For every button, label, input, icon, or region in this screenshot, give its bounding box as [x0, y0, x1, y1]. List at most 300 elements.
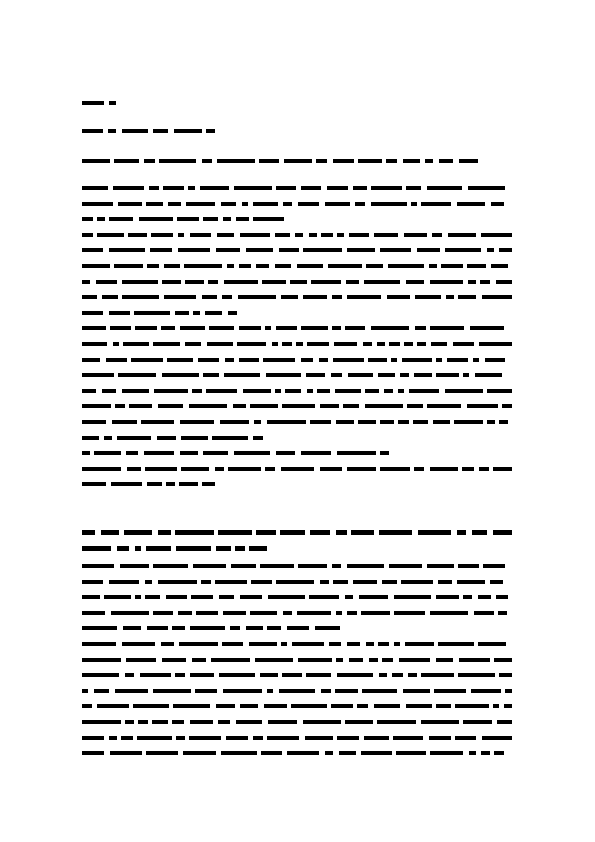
redacted-word [353, 186, 367, 190]
redacted-word [158, 404, 183, 408]
redacted-word [355, 202, 365, 206]
redacted-word [102, 295, 118, 299]
redacted-word [483, 564, 505, 568]
redacted-word [175, 311, 189, 315]
redacted-word [144, 451, 174, 455]
redacted-word [240, 704, 258, 708]
redacted-word [457, 580, 485, 584]
redacted-word [335, 689, 358, 693]
redacted-word [215, 467, 224, 471]
redacted-word [190, 720, 213, 724]
redacted-word [125, 720, 134, 724]
redacted-word [333, 358, 364, 362]
redacted-word [82, 264, 110, 268]
redacted-word [487, 420, 495, 424]
redacted-word [436, 658, 453, 662]
redacted-word [307, 389, 313, 393]
redacted-word [240, 233, 270, 237]
redacted-word [282, 673, 302, 677]
text-line [82, 262, 512, 270]
redacted-word [217, 159, 255, 163]
redacted-word [175, 530, 214, 535]
redacted-word [337, 233, 344, 237]
redacted-word [82, 689, 88, 693]
redacted-word [82, 467, 121, 471]
redacted-word [117, 436, 151, 440]
redacted-word [97, 233, 124, 237]
redacted-word [374, 704, 400, 708]
redacted-word [203, 373, 219, 377]
redacted-word [82, 626, 117, 630]
redacted-word [337, 736, 359, 740]
redacted-word [498, 611, 507, 615]
redacted-word [418, 530, 451, 535]
redacted-word [371, 326, 409, 330]
text-line [82, 184, 512, 192]
redacted-word [479, 342, 512, 346]
redacted-word [161, 642, 174, 646]
redacted-word [369, 658, 378, 662]
redacted-word [211, 658, 250, 662]
redacted-word [106, 358, 127, 362]
redacted-word [459, 658, 490, 662]
redacted-word [493, 530, 512, 535]
redacted-word [362, 689, 397, 693]
redacted-word [406, 280, 424, 284]
redacted-word [298, 658, 332, 662]
redacted-word [202, 482, 215, 486]
redacted-word [253, 436, 263, 440]
redacted-word [113, 342, 119, 346]
redacted-word [114, 264, 143, 268]
redacted-word [455, 704, 489, 708]
redacted-word [487, 389, 512, 393]
redacted-word [256, 264, 269, 268]
text-line [82, 656, 512, 664]
redacted-word [166, 595, 187, 599]
redacted-word [183, 751, 216, 755]
redacted-word [164, 295, 196, 299]
redacted-word [481, 751, 490, 755]
redacted-word [109, 736, 117, 740]
redacted-word [361, 611, 390, 615]
text-line [82, 749, 512, 757]
text-line [82, 609, 512, 617]
text-line [82, 324, 512, 332]
redacted-word [216, 546, 231, 551]
redacted-word [406, 186, 421, 190]
redacted-word [82, 280, 90, 284]
redacted-word [438, 642, 474, 646]
text-line [82, 434, 263, 442]
redacted-word [180, 451, 198, 455]
redacted-word [276, 326, 297, 330]
redacted-word [260, 673, 278, 677]
redacted-word [445, 248, 481, 252]
redacted-word [434, 689, 466, 693]
redacted-word [240, 595, 262, 599]
redacted-word [421, 673, 454, 677]
redacted-word [471, 689, 501, 693]
redacted-word [438, 580, 452, 584]
redacted-word [216, 248, 240, 252]
redacted-word [473, 358, 479, 362]
redacted-word [316, 159, 327, 163]
redacted-word [411, 202, 417, 206]
redacted-word [135, 546, 141, 551]
redacted-word [94, 451, 121, 455]
redacted-word [118, 202, 142, 206]
redacted-word [206, 129, 215, 133]
redacted-word [430, 280, 463, 284]
redacted-word [331, 704, 353, 708]
redacted-word [82, 129, 103, 133]
redacted-word [179, 482, 198, 486]
redacted-word [309, 595, 339, 599]
text-line [82, 545, 267, 553]
redacted-word [190, 673, 214, 677]
redacted-word [125, 673, 134, 677]
text-line [82, 578, 512, 586]
redacted-word [408, 673, 417, 677]
redacted-word [482, 736, 512, 740]
redacted-word [123, 626, 141, 630]
redacted-word [239, 358, 259, 362]
redacted-word [379, 530, 412, 535]
redacted-word [327, 186, 348, 190]
redacted-word [82, 595, 100, 599]
redacted-word [321, 233, 333, 237]
redacted-word [292, 642, 324, 646]
redacted-word [178, 233, 184, 237]
redacted-word [215, 580, 247, 584]
redacted-word [181, 467, 209, 471]
redacted-word [333, 159, 354, 163]
redacted-word [496, 595, 508, 599]
redacted-word [446, 295, 454, 299]
redacted-word [101, 530, 119, 535]
redacted-word [82, 658, 121, 662]
redacted-word [494, 751, 504, 755]
redacted-word [365, 389, 379, 393]
redacted-word [336, 530, 347, 535]
redacted-word [414, 467, 424, 471]
redacted-word [82, 642, 116, 646]
redacted-word [82, 482, 106, 486]
text-line [82, 640, 512, 648]
redacted-word [110, 751, 142, 755]
redacted-word [159, 159, 196, 163]
redacted-word [195, 689, 217, 693]
redacted-word [279, 248, 299, 252]
redacted-word [361, 751, 392, 755]
redacted-word [239, 264, 251, 268]
redacted-word [439, 159, 453, 163]
redacted-word [134, 311, 170, 315]
redacted-word [97, 217, 105, 221]
redacted-word [380, 248, 411, 252]
redacted-word [334, 342, 357, 346]
redacted-word [192, 389, 202, 393]
text-line [82, 687, 512, 695]
redacted-word [176, 736, 185, 740]
redacted-word [147, 264, 159, 268]
redacted-word [467, 264, 486, 268]
redacted-word [389, 564, 422, 568]
redacted-word [115, 689, 148, 693]
redacted-word [425, 159, 433, 163]
redacted-word [202, 159, 212, 163]
redacted-word [162, 658, 186, 662]
redacted-word [430, 611, 468, 615]
redacted-word [146, 751, 178, 755]
redacted-word [321, 689, 331, 693]
redacted-word [200, 186, 229, 190]
redacted-word [123, 342, 149, 346]
redacted-word [184, 264, 222, 268]
redacted-word [145, 580, 152, 584]
redacted-word [345, 326, 365, 330]
redacted-word [228, 467, 261, 471]
redacted-word [301, 358, 313, 362]
text-line [82, 593, 512, 601]
redacted-word [82, 564, 114, 568]
redacted-word [149, 186, 159, 190]
redacted-word [265, 467, 275, 471]
redacted-word [218, 720, 230, 724]
redacted-word [405, 642, 434, 646]
redacted-word [337, 451, 376, 455]
redacted-word [193, 564, 226, 568]
redacted-word [469, 751, 476, 755]
redacted-word [458, 295, 476, 299]
text-line [82, 387, 512, 395]
redacted-word [126, 658, 156, 662]
redacted-word [382, 658, 393, 662]
redacted-word [163, 186, 184, 190]
redacted-word [336, 658, 343, 662]
redacted-word [309, 233, 317, 237]
redacted-word [191, 595, 213, 599]
redacted-word [429, 264, 437, 268]
redacted-word [298, 564, 327, 568]
redacted-word [144, 159, 155, 163]
redacted-word [347, 248, 375, 252]
redacted-word [343, 404, 359, 408]
redacted-word [254, 420, 261, 424]
redacted-word [391, 358, 397, 362]
redacted-word [401, 580, 433, 584]
redacted-word [249, 546, 267, 551]
redacted-word [284, 159, 312, 163]
redacted-word [276, 580, 314, 584]
redacted-word [457, 202, 485, 206]
redacted-word [180, 326, 205, 330]
redacted-word [432, 233, 442, 237]
redacted-word [482, 295, 512, 299]
redacted-word [122, 295, 159, 299]
redacted-word [153, 689, 191, 693]
redacted-word [190, 626, 225, 630]
redacted-word [311, 280, 341, 284]
redacted-word [275, 233, 290, 237]
redacted-word [275, 264, 291, 268]
redacted-word [493, 704, 499, 708]
redacted-word [421, 202, 451, 206]
text-line [82, 246, 512, 254]
redacted-word [398, 420, 409, 424]
redacted-word [145, 595, 160, 599]
redacted-word [467, 404, 498, 408]
redacted-word [188, 186, 195, 190]
redacted-word [127, 467, 141, 471]
redacted-word [462, 467, 474, 471]
redacted-word [310, 530, 330, 535]
redacted-word [433, 420, 450, 424]
redacted-word [457, 530, 466, 535]
redacted-word [430, 751, 463, 755]
text-line [82, 356, 512, 364]
redacted-word [463, 595, 472, 599]
redacted-word [398, 389, 404, 393]
redacted-word [339, 751, 356, 755]
redacted-word [332, 295, 342, 299]
redacted-word [388, 264, 424, 268]
redacted-word [276, 451, 295, 455]
redacted-word [177, 217, 199, 221]
redacted-word [246, 248, 273, 252]
redacted-word [82, 530, 95, 535]
redacted-word [491, 202, 504, 206]
redacted-word [267, 736, 299, 740]
redacted-word [239, 326, 261, 330]
redacted-word [256, 530, 276, 535]
redacted-word [189, 736, 221, 740]
redacted-word [394, 611, 425, 615]
redacted-word [382, 580, 397, 584]
text-line [82, 278, 512, 286]
redacted-word [161, 326, 175, 330]
redacted-word [264, 704, 287, 708]
redacted-word [82, 217, 93, 221]
redacted-word [427, 186, 462, 190]
redacted-word [346, 280, 359, 284]
redacted-word [268, 720, 297, 724]
redacted-word [82, 673, 119, 677]
redacted-word [223, 611, 246, 615]
redacted-word [306, 373, 325, 377]
redacted-word [236, 217, 249, 221]
redacted-word [307, 342, 329, 346]
redacted-word [185, 342, 201, 346]
redacted-word [203, 451, 228, 455]
redacted-word [303, 248, 342, 252]
redacted-word [135, 595, 141, 599]
redacted-word [298, 202, 319, 206]
redacted-word [198, 358, 219, 362]
redacted-word [122, 280, 158, 284]
redacted-word [217, 233, 234, 237]
redacted-word [394, 595, 431, 599]
redacted-word [505, 689, 512, 693]
redacted-word [124, 530, 152, 535]
redacted-word [325, 751, 333, 755]
redacted-word [453, 342, 474, 346]
redacted-word [82, 101, 104, 105]
redacted-word [436, 373, 459, 377]
redacted-word [162, 280, 181, 284]
redacted-word [228, 311, 237, 315]
redacted-word [224, 280, 258, 284]
redacted-word [291, 704, 327, 708]
redacted-word [178, 248, 210, 252]
redacted-word [189, 404, 227, 408]
redacted-word [403, 689, 430, 693]
redacted-word [475, 373, 502, 377]
redacted-word [145, 467, 177, 471]
redacted-word [233, 404, 246, 408]
redacted-word [82, 233, 93, 237]
redacted-word [180, 420, 214, 424]
redacted-word [133, 704, 169, 708]
redacted-word [82, 373, 114, 377]
text-line [82, 418, 512, 426]
redacted-word [499, 420, 508, 424]
redacted-word [179, 642, 218, 646]
text-line [82, 340, 512, 348]
redacted-word [404, 342, 413, 346]
redacted-word [112, 420, 137, 424]
redacted-word [377, 720, 416, 724]
redacted-word [349, 658, 363, 662]
text-line [82, 734, 512, 742]
redacted-word [305, 736, 333, 740]
redacted-word [481, 233, 512, 237]
redacted-word [192, 658, 206, 662]
redacted-word [153, 129, 168, 133]
redacted-word [345, 595, 353, 599]
redacted-word [287, 626, 309, 630]
redacted-word [336, 420, 354, 424]
redacted-word [387, 295, 410, 299]
redacted-word [82, 342, 107, 346]
redacted-word [332, 564, 341, 568]
redacted-word [380, 420, 394, 424]
redacted-word [364, 736, 389, 740]
text-line [82, 215, 284, 223]
redacted-word [196, 611, 218, 615]
redacted-word [400, 373, 409, 377]
redacted-word [315, 626, 340, 630]
redacted-word [333, 580, 348, 584]
redacted-word [303, 720, 341, 724]
redacted-word [243, 389, 271, 393]
redacted-word [223, 689, 262, 693]
redacted-word [236, 720, 262, 724]
redacted-word [122, 642, 155, 646]
redacted-word [221, 202, 236, 206]
redacted-word [265, 326, 271, 330]
redacted-word [260, 564, 294, 568]
redacted-word [275, 389, 281, 393]
redacted-word [153, 564, 188, 568]
redacted-word [303, 295, 327, 299]
redacted-word [242, 202, 248, 206]
text-line [82, 127, 215, 135]
redacted-word [329, 642, 341, 646]
redacted-word [468, 280, 476, 284]
redacted-word [417, 248, 440, 252]
